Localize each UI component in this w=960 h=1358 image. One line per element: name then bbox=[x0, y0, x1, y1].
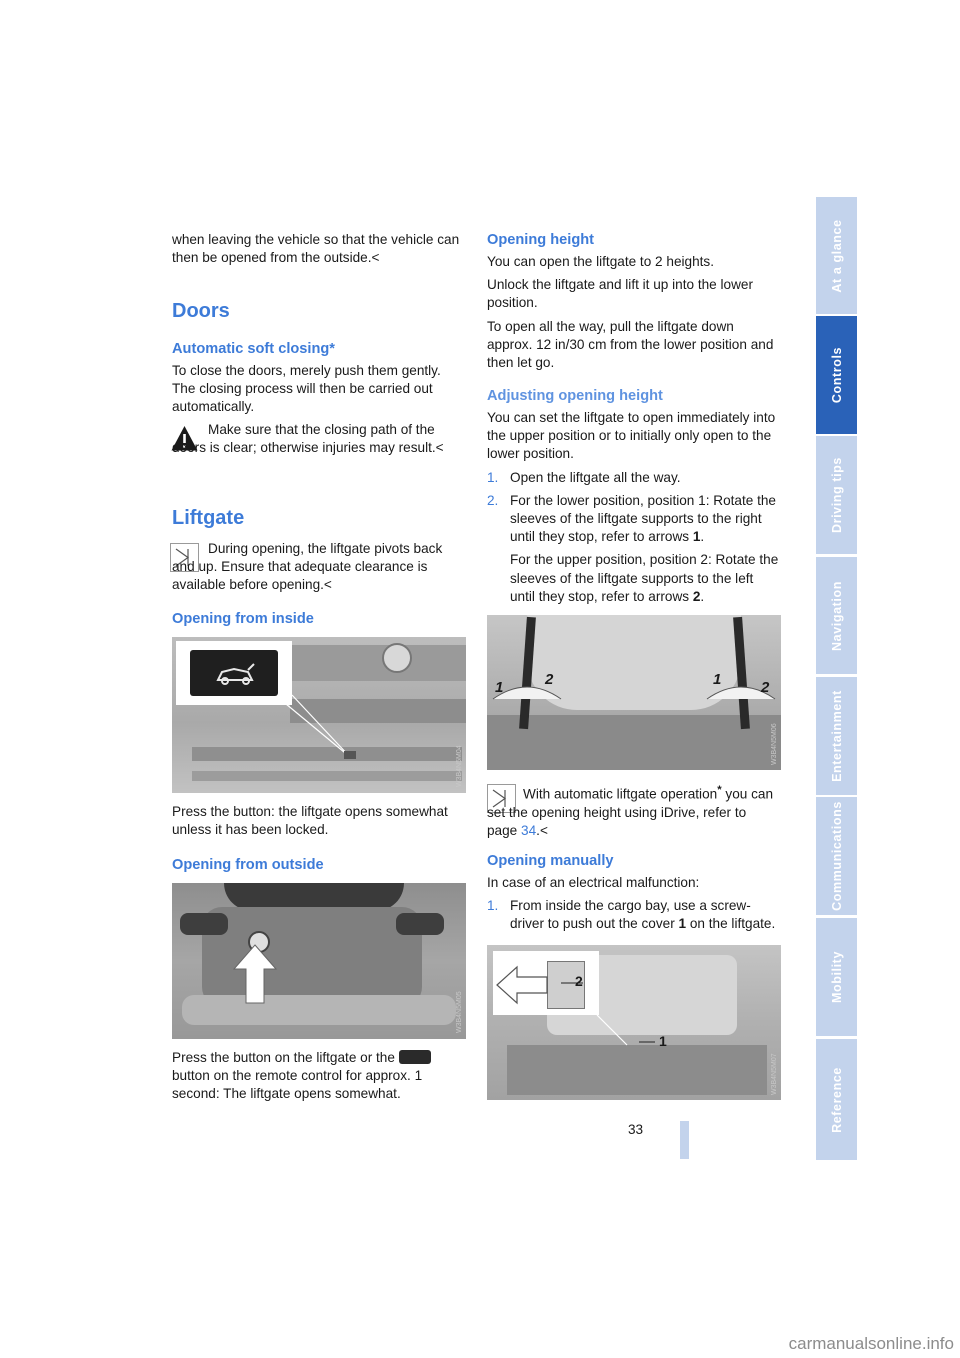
liftgate-heading: Liftgate bbox=[172, 507, 245, 529]
tab-driving-tips[interactable]: Driving tips bbox=[816, 436, 857, 554]
tab-entertainment[interactable]: Entertainment bbox=[816, 677, 857, 795]
console-button-photo bbox=[172, 637, 466, 793]
support-right-label-2: 2 bbox=[761, 679, 770, 696]
page-34-link[interactable]: 34 bbox=[521, 822, 537, 838]
warning-paragraph: Make sure that the closing path of the doors is clear; otherwise injuries may result.< bbox=[172, 422, 444, 456]
step-1: 1. Open the liftgate all the way. bbox=[487, 469, 681, 485]
tab-mobility[interactable]: Mobility bbox=[816, 918, 857, 1036]
manual-step-1: 1. From inside the cargo bay, use a screw-driver to push out the cover 1 on the liftgate. bbox=[487, 898, 776, 932]
inside-paragraph: Press the button: the liftgate opens somewhat unless it has been locked. bbox=[172, 804, 448, 838]
right-taillight bbox=[396, 913, 444, 935]
support-right-label-1: 1 bbox=[713, 671, 722, 688]
figure-code: W3B4N5M04 bbox=[456, 745, 463, 787]
tab-communications[interactable]: Communications bbox=[816, 797, 857, 915]
push-arrow bbox=[487, 945, 781, 1100]
figure-code: W3B4N5M06 bbox=[771, 723, 778, 765]
support-left-label-2: 2 bbox=[545, 671, 554, 688]
rear-liftgate-photo bbox=[172, 883, 466, 1039]
page-number: 33 bbox=[628, 1122, 644, 1137]
cover-label-2: 2 bbox=[575, 973, 583, 989]
watermark: carmanualsonline.info bbox=[788, 1334, 954, 1353]
support-left-label-1: 1 bbox=[495, 679, 504, 696]
remote-liftgate-icon bbox=[399, 1050, 431, 1064]
height-paragraphs: You can open the liftgate to 2 heights. Unlock the liftgate and lift it up into the lower position. To open all the way, pull the liftgate down approx. 12 in/30 cm from the lower position and then let go. bbox=[487, 254, 774, 371]
liftgate-note-paragraph: During opening, the liftgate pivots back and up. Ensure that adequate clearance is available before opening.< bbox=[172, 541, 443, 593]
press-arrow bbox=[230, 943, 280, 1013]
cargo-floor bbox=[487, 715, 781, 770]
outside-heading: Opening from outside bbox=[172, 857, 324, 873]
liftgate-supports-photo bbox=[487, 615, 781, 770]
height-heading: Opening height bbox=[487, 232, 595, 248]
figure-code: W3B4N5M05 bbox=[456, 991, 463, 1033]
tab-navigation[interactable]: Navigation bbox=[816, 557, 857, 674]
left-taillight bbox=[180, 913, 228, 935]
inside-heading: Opening from inside bbox=[172, 611, 314, 627]
callout-lines bbox=[172, 637, 466, 793]
chapter-tabs bbox=[816, 197, 857, 1160]
tab-reference[interactable]: Reference bbox=[816, 1039, 857, 1160]
intro-paragraph: when leaving the vehicle so that the vehicle can then be opened from the outside.< bbox=[172, 232, 460, 266]
page-marker-bar bbox=[680, 1121, 689, 1159]
adjust-heading: Adjusting opening height bbox=[487, 388, 663, 404]
doors-heading: Doors bbox=[172, 300, 230, 322]
cover-label-1: 1 bbox=[659, 1033, 667, 1049]
tab-at-a-glance[interactable]: At a glance bbox=[816, 197, 857, 314]
soft-close-paragraph: To close the doors, merely push them gently. The closing process will then be carried out automatically. bbox=[172, 363, 441, 415]
outside-paragraph: Press the button on the liftgate or the button on the remote control for approx. 1 second: The liftgate opens somewhat. bbox=[172, 1049, 467, 1104]
auto-note-paragraph: With automatic liftgate operation* you can set the opening height using iDrive, refer to page 34.< bbox=[487, 784, 774, 838]
manual-heading: Opening manually bbox=[487, 853, 614, 869]
manual-section: In case of an electrical malfunction: 1. From inside the cargo bay, use a screw-driver to push out the cover 1 on the liftgate. bbox=[487, 874, 782, 934]
bumper bbox=[182, 995, 456, 1025]
tab-controls[interactable]: Controls bbox=[816, 316, 857, 434]
rotation-arrows bbox=[487, 655, 781, 715]
step-2: 2. For the lower position, position 1: Rotate the sleeves of the liftgate supports to the right until they stop, refer to arrows 1. For the upper position, position 2: Rotate the sleeves of the liftgate supports to the left until they stop, refer to arrows 2. bbox=[487, 492, 779, 604]
figure-code: W3B4N5M07 bbox=[771, 1053, 778, 1095]
adjust-section: You can set the liftgate to open immediately into the upper position or to initially only open to the lower position. 1. Open the liftgate all the way. 2. For the lower position, position 1: Rotate the sleeves of the liftgate supports to the right until they stop, refer to arrows 1. For the upper position, position 2: Rotate the sleeves of the liftgate supports to the left until they stop, refer to arrows 2. bbox=[487, 409, 782, 606]
soft-close-heading: Automatic soft closing* bbox=[172, 341, 335, 357]
left-column bbox=[172, 231, 467, 267]
cargo-cover-photo bbox=[487, 945, 781, 1100]
